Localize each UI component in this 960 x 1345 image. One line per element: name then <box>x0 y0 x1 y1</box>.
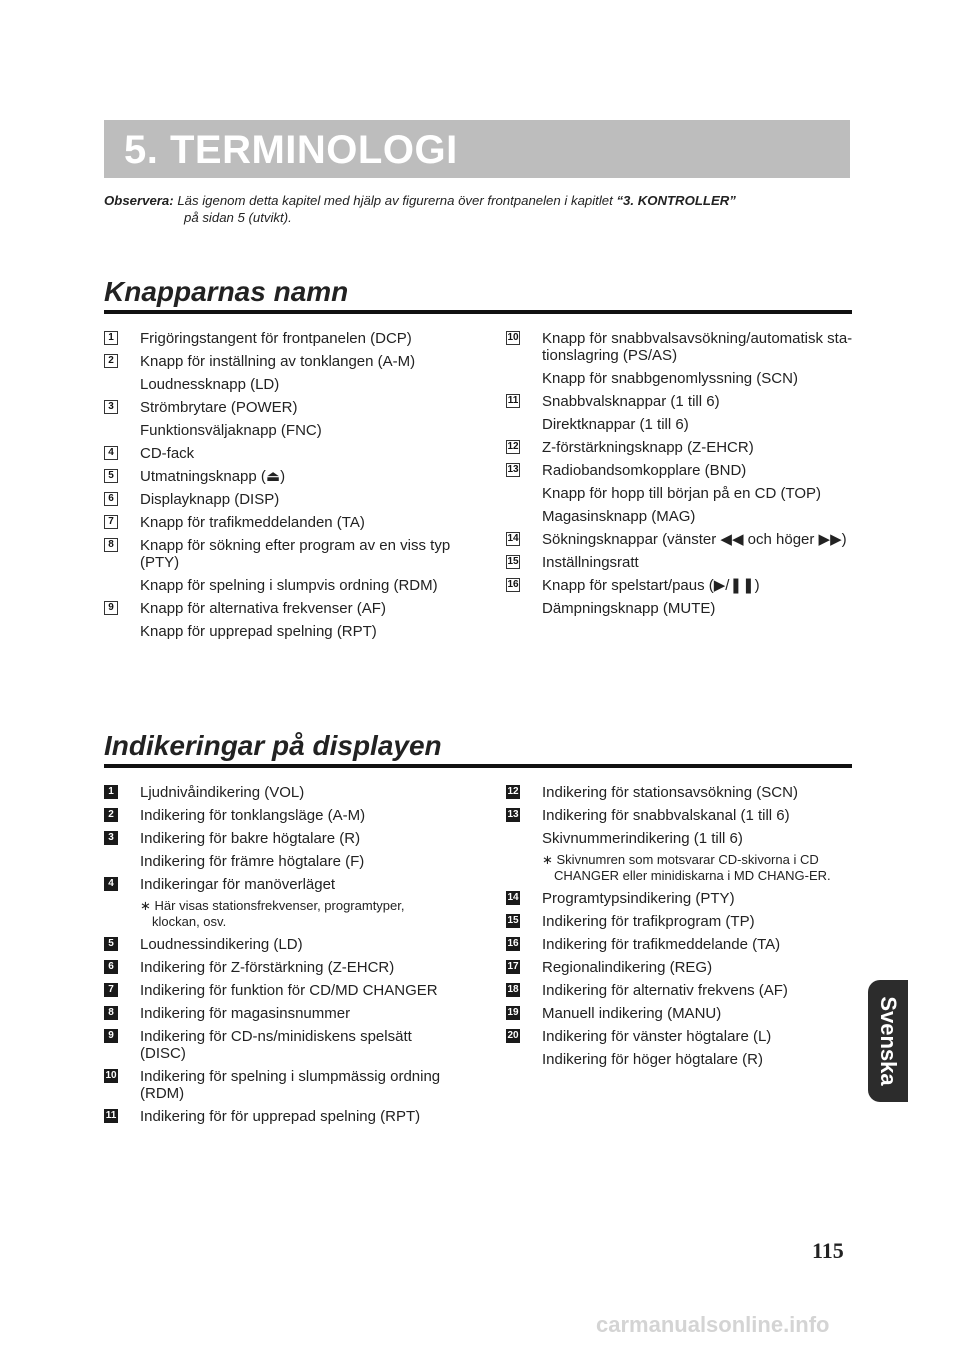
page-number: 115 <box>812 1238 844 1263</box>
display-list-left <box>104 784 454 1131</box>
item-text: Indikering för bakre högtalare (R) <box>140 830 361 847</box>
buttons-list-right <box>506 330 856 623</box>
list-item <box>506 577 856 617</box>
list-item <box>104 1068 454 1102</box>
list-item <box>506 807 856 884</box>
item-text: Loudnessindikering (LD) <box>140 936 303 953</box>
list-item <box>104 600 454 640</box>
item-number-badge: 8 <box>104 538 118 552</box>
item-text: Regionalindikering (REG) <box>542 959 713 976</box>
note-text-b: på sidan 5 (utvikt). <box>184 210 292 225</box>
item-text: Sökningsknappar (vänster ◀◀ och höger ▶▶) <box>542 531 847 548</box>
item-text: Knapp för snabbvalsavsökning/automatisk sta-tionslagring (PS/AS) <box>542 330 853 364</box>
list-item <box>104 537 454 594</box>
item-number-badge: 16 <box>507 579 519 590</box>
item-number-badge: 15 <box>507 915 519 926</box>
list-item <box>506 982 856 999</box>
item-text: Inställningsratt <box>542 554 639 571</box>
list-item <box>104 959 454 976</box>
list-item <box>104 353 454 393</box>
list-item <box>104 784 454 801</box>
item-number-badge: 14 <box>507 892 519 903</box>
item-text: Programtypsindikering (PTY) <box>542 890 735 907</box>
list-item <box>506 913 856 930</box>
item-text: Indikering för främre högtalare (F) <box>140 853 365 870</box>
item-number-badge: 1 <box>104 331 118 345</box>
item-number-badge: 3 <box>104 831 118 845</box>
list-item <box>506 330 856 387</box>
item-number-badge: 11 <box>105 1110 117 1121</box>
item-number-badge: 2 <box>104 354 118 368</box>
item-text: Knapp för spelning i slumpvis ordning (RDM) <box>140 577 438 594</box>
item-number-badge: 9 <box>104 1029 118 1043</box>
list-item <box>506 784 856 801</box>
language-tab-label: Svenska <box>876 996 901 1086</box>
item-footnote: ∗ Skivnumren som motsvarar CD-skivorna i CD CHANGER eller minidiskarna i MD CHANG-ER. <box>542 852 831 883</box>
item-text: Indikering för för upprepad spelning (RPT) <box>140 1108 421 1125</box>
watermark: carmanualsonline.info <box>596 1312 830 1337</box>
list-item <box>104 936 454 953</box>
section-title-buttons: Knapparnas namn <box>104 276 852 314</box>
list-item <box>104 982 454 999</box>
list-item <box>104 830 454 870</box>
item-number-badge: 10 <box>507 332 519 343</box>
item-number-badge: 18 <box>507 984 519 995</box>
item-number-badge: 8 <box>104 1006 118 1020</box>
list-item <box>506 462 856 525</box>
item-text: Utmatningsknapp (⏏) <box>140 468 286 485</box>
buttons-list-left <box>104 330 454 646</box>
item-number-badge: 7 <box>104 515 118 529</box>
item-text: Indikering för magasinsnummer <box>140 1005 351 1022</box>
list-item <box>104 330 454 347</box>
list-item <box>506 1005 856 1022</box>
item-text: Loudnessknapp (LD) <box>140 376 280 393</box>
list-item <box>506 531 856 548</box>
list-item <box>506 1028 856 1068</box>
list-item <box>104 807 454 824</box>
item-text: Indikering för spelning i slumpmässig ordning (RDM) <box>140 1068 441 1102</box>
item-text: Knapp för upprepad spelning (RPT) <box>140 623 377 640</box>
item-text: Displayknapp (DISP) <box>140 491 280 508</box>
list-item <box>506 936 856 953</box>
note-reference: “3. KONTROLLER” <box>616 193 736 208</box>
list-item <box>506 959 856 976</box>
item-number-badge: 12 <box>507 786 519 797</box>
item-text: Indikering för tonklangsläge (A-M) <box>140 807 366 824</box>
list-item <box>104 399 454 439</box>
item-text: Knapp för alternativa frekvenser (AF) <box>140 600 386 617</box>
item-text: Indikering för snabbvalskanal (1 till 6) <box>542 807 790 824</box>
item-number-badge: 15 <box>507 556 519 567</box>
item-number-badge: 10 <box>105 1070 117 1081</box>
item-text: Knapp för inställning av tonklangen (A-M) <box>140 353 416 370</box>
item-text: Indikering för trafikmeddelande (TA) <box>542 936 781 953</box>
list-item <box>506 554 856 571</box>
item-text: Z-förstärkningsknapp (Z-EHCR) <box>542 439 754 456</box>
item-text: Indikering för funktion för CD/MD CHANGER <box>140 982 438 999</box>
item-number-badge: 11 <box>507 395 519 406</box>
item-text: Snabbvalsknappar (1 till 6) <box>542 393 720 410</box>
item-text: Indikering för Z-förstärkning (Z-EHCR) <box>140 959 395 976</box>
item-number-badge: 4 <box>104 877 118 891</box>
item-number-badge: 12 <box>507 441 519 452</box>
language-tab <box>868 980 908 1102</box>
item-text: Knapp för trafikmeddelanden (TA) <box>140 514 365 531</box>
item-text: Radiobandsomkopplare (BND) <box>542 462 747 479</box>
item-number-badge: 7 <box>104 983 118 997</box>
item-text: Funktionsväljaknapp (FNC) <box>140 422 322 439</box>
item-footnote: ∗ Här visas stationsfrekvenser, programtyper, klockan, osv. <box>140 898 405 929</box>
item-text: Knapp för sökning efter program av en viss typ (PTY) <box>140 537 451 571</box>
section-title-display: Indikeringar på displayen <box>104 730 852 768</box>
note-label: Observera: <box>104 193 174 208</box>
item-number-badge: 6 <box>104 960 118 974</box>
item-number-badge: 1 <box>104 785 118 799</box>
item-text: Indikering för höger högtalare (R) <box>542 1051 763 1068</box>
list-item <box>104 876 454 930</box>
chapter-title: 5. TERMINOLOGI <box>124 128 458 172</box>
item-text: Manuell indikering (MANU) <box>542 1005 722 1022</box>
item-text: Knapp för hopp till början på en CD (TOP) <box>542 485 822 502</box>
item-number-badge: 5 <box>104 469 118 483</box>
list-item <box>506 439 856 456</box>
item-number-badge: 9 <box>104 601 118 615</box>
item-text: Indikeringar för manöverläget <box>140 876 336 893</box>
item-text: Knapp för spelstart/paus (▶/❚❚) <box>542 577 760 594</box>
list-item <box>506 393 856 433</box>
item-number-badge: 17 <box>507 961 519 972</box>
item-text: Direktknappar (1 till 6) <box>542 416 689 433</box>
list-item <box>104 445 454 462</box>
item-text: Strömbrytare (POWER) <box>140 399 298 416</box>
item-text: Magasinsknapp (MAG) <box>542 508 696 525</box>
item-number-badge: 4 <box>104 446 118 460</box>
item-text: Frigöringstangent för frontpanelen (DCP) <box>140 330 412 347</box>
item-text: Indikering för CD-ns/minidiskens spelsätt (DISC) <box>140 1028 412 1062</box>
item-text: Indikering för alternativ frekvens (AF) <box>542 982 788 999</box>
item-number-badge: 13 <box>507 809 519 820</box>
item-text: Skivnummerindikering (1 till 6) <box>542 830 743 847</box>
chapter-header <box>104 120 850 178</box>
item-number-badge: 6 <box>104 492 118 506</box>
item-number-badge: 13 <box>507 464 519 475</box>
list-item <box>104 514 454 531</box>
note-text-a: Läs igenom detta kapitel med hjälp av figurerna över frontpanelen i kapitlet <box>177 193 613 208</box>
list-item <box>104 1028 454 1062</box>
item-text: Ljudnivåindikering (VOL) <box>140 784 305 801</box>
item-number-badge: 5 <box>104 937 118 951</box>
item-number-badge: 19 <box>507 1007 519 1018</box>
item-number-badge: 16 <box>507 938 519 949</box>
item-number-badge: 3 <box>104 400 118 414</box>
display-list-right <box>506 784 856 1074</box>
list-item <box>104 468 454 485</box>
list-item <box>104 1108 454 1125</box>
list-item <box>104 491 454 508</box>
list-item <box>104 1005 454 1022</box>
item-number-badge: 20 <box>507 1030 519 1041</box>
item-text: Knapp för snabbgenomlyssning (SCN) <box>542 370 798 387</box>
item-text: Indikering för vänster högtalare (L) <box>542 1028 772 1045</box>
item-text: Indikering för trafikprogram (TP) <box>542 913 755 930</box>
item-text: Dämpningsknapp (MUTE) <box>542 600 716 617</box>
note-block <box>104 192 856 226</box>
item-number-badge: 2 <box>104 808 118 822</box>
item-number-badge: 14 <box>507 533 519 544</box>
item-text: Indikering för stationsavsökning (SCN) <box>542 784 798 801</box>
item-text: CD-fack <box>140 445 195 462</box>
list-item <box>506 890 856 907</box>
